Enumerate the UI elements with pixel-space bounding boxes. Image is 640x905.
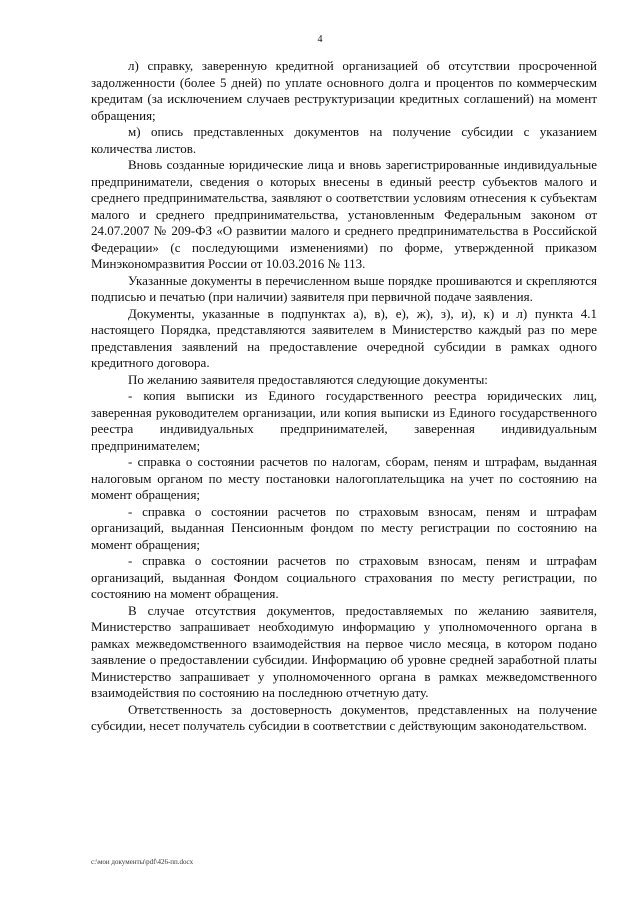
paragraph-responsibility: Ответственность за достоверность документов, представленных на получение субсидии, несет получатель субсидии в соответствии с действующим законодательством. <box>91 701 597 733</box>
paragraph-binding: Указанные документы в перечисленном выше порядке прошиваются и скрепляются подписью и печатью (при наличии) заявителя при первичной подаче заявления. <box>91 272 597 304</box>
paragraph-optional-intro: По желанию заявителя предоставляются следующие документы: <box>128 371 488 387</box>
paragraph-new-entities: Вновь созданные юридические лица и вновь зарегистрированные индивидуальные предприниматели, сведения о которых внесены в единый реестр субъектов малого и среднего предпринимательства, заявляют о соответствии условиям отнесения к субъектам малого и среднего предпринимательства, установленным Федеральным законом от 24.07.2007 № 209-ФЗ «О развитии малого и среднего предпринимательства в Российской Федерации» (с последующими изменениями) по форме, утвержденной приказом Минэкономразвития России от 10.03.2016 № 113. <box>91 157 597 271</box>
paragraph-interagency-request: В случае отсутствия документов, предоставляемых по желанию заявителя, Министерство запрашивает необходимую информацию у уполномоченного органа в рамках межведомственного взаимодействия на первое число месяца, в котором подано заявление о предоставлении субсидии. Информацию об уровне средней заработной платы Министерство запрашивает у уполномоченного органа в рамках межведомственного взаимодействия по состоянию на последнюю отчетную дату. <box>91 602 597 700</box>
list-item-egrul-extract: - копия выписки из Единого государственного реестра юридических лиц, заверенная руководителем организации, или копия выписки из Единого государственного реестра индивидуальных предпринимателей, заверенная индивидуальным предпринимателем; <box>91 388 597 453</box>
list-item-social-insurance-certificate: - справка о состоянии расчетов по страховым взносам, пеням и штрафам организаций, выданная Фондом социального страхования по месту регистрации, по состоянию на момент обращения. <box>91 553 597 601</box>
paragraph-item-l: л) справку, заверенную кредитной организацией об отсутствии просроченной задолженности (более 5 дней) по уплате основного долга и процентов по коммерческим кредитам (за исключением случаев реструктуризации кредитных соглашений) на момент обращения; <box>91 58 597 123</box>
paragraph-repeat-documents: Документы, указанные в подпунктах а), в), е), ж), з), и), к) и л) пункта 4.1 настоящего Порядка, представляются заявителем в Министерство каждый раз по мере представления заявлений на предоставление очередной субсидии в рамках одного кредитного договора. <box>91 305 597 370</box>
footer-file-path: c:\мои документы\pdf\426-пп.docx <box>91 858 194 866</box>
page-number: 4 <box>317 34 323 45</box>
document-body <box>91 58 597 735</box>
paragraph-item-m: м) опись представленных документов на получение субсидии с указанием количества листов. <box>91 124 597 156</box>
list-item-tax-certificate: - справка о состоянии расчетов по налогам, сборам, пеням и штрафам, выданная налоговым органом по месту постановки налогоплательщика на учет по состоянию на момент обращения; <box>91 454 597 502</box>
list-item-pension-certificate: - справка о состоянии расчетов по страховым взносам, пеням и штрафам организаций, выданная Пенсионным фондом по месту регистрации по состоянию на момент обращения; <box>91 503 597 552</box>
